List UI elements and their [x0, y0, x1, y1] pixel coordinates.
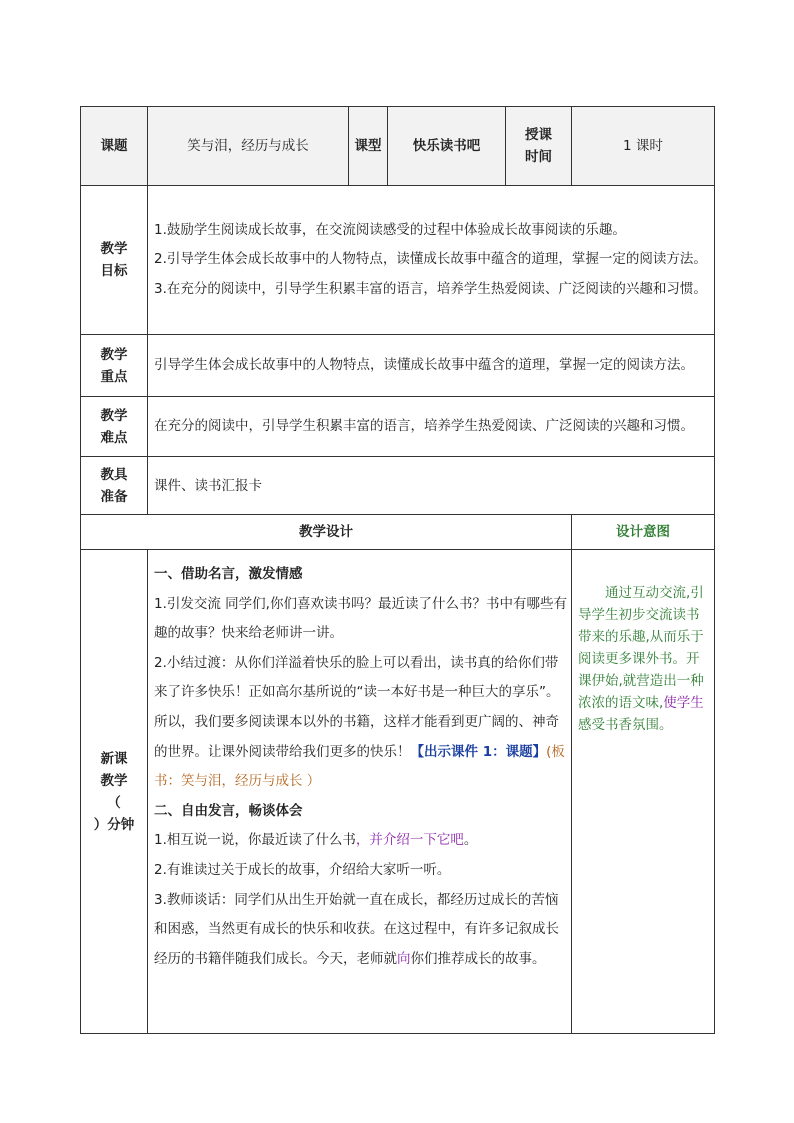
key-points-label-line2: 重点 — [100, 368, 128, 385]
highlight-text: ，并介绍一下它吧 — [355, 832, 464, 849]
new-lesson-content — [148, 550, 572, 1034]
intent-title: 设计意图 — [572, 515, 715, 550]
lesson-paragraph — [154, 826, 571, 856]
goal-item: 2.引导学生体会成长故事中的人物特点，读懂成长故事中蕴含的道理，掌握一定的阅读方法。 — [154, 251, 707, 268]
difficulties-label-line2: 难点 — [100, 429, 128, 446]
type-label: 课型 — [349, 107, 388, 186]
paragraph-text: 2.小结过渡：从你们洋溢着快乐的脸上可以看出，读书真的给你们带来了许多快乐！正如高尔基所说的“读一本好书是一种巨大的享乐”。所以，我们要多阅读课本以外的书籍，这样才能看到更广阔的、神奇的世界。让课外阅读带给我们更多的快乐！ — [154, 654, 560, 760]
difficulties-row — [81, 397, 715, 457]
header-row — [81, 107, 715, 186]
lesson-plan-table — [80, 106, 715, 1034]
new-lesson-row — [81, 550, 715, 1034]
key-points-row — [81, 335, 715, 397]
topic-label: 课题 — [81, 107, 148, 186]
materials-label-line2: 准备 — [100, 488, 128, 505]
time-label — [506, 107, 572, 186]
key-points-content: 引导学生体会成长故事中的人物特点，读懂成长故事中蕴含的道理，掌握一定的阅读方法。 — [148, 335, 715, 397]
intent-text: 通过互动交流,引导学生初步交流读书带来的乐趣,从而乐于阅读更多课外书。开课伊始,就营造出一种浓浓的语文味, — [578, 585, 704, 711]
materials-label — [81, 457, 148, 515]
materials-label-line1: 教具 — [100, 466, 128, 483]
goals-row — [81, 186, 715, 335]
paragraph-text: 1.相互说一说，你最近读了什么书 — [154, 832, 356, 849]
key-points-label — [81, 335, 148, 397]
topic-value: 笑与泪，经历与成长 — [148, 107, 349, 186]
key-points-label-line1: 教学 — [100, 346, 128, 363]
lesson-paragraph: 2.有谁读过关于成长的故事，介绍给大家听一听。 — [154, 861, 451, 878]
design-header-row — [81, 515, 715, 550]
courseware-note: 【出示课件 1：课题】 — [410, 743, 547, 760]
new-lesson-label-line3: （ — [107, 794, 121, 811]
goals-label — [81, 186, 148, 335]
new-lesson-label-line1: 新课 — [100, 750, 128, 767]
time-label-line2: 时间 — [525, 149, 552, 165]
intent-text: 感受书香氛围。 — [578, 717, 673, 733]
goal-item: 1.鼓励学生阅读成长故事，在交流阅读感受的过程中体验成长故事阅读的乐趣。 — [154, 221, 626, 238]
difficulties-content: 在充分的阅读中，引导学生积累丰富的语言，培养学生热爱阅读、广泛阅读的兴趣和习惯。 — [148, 397, 715, 457]
new-lesson-label-line2: 教学 — [100, 772, 128, 789]
lesson-paragraph — [154, 649, 571, 797]
lesson-paragraph: 1.引发交流 同学们,你们喜欢读书吗？最近读了什么书？书中有哪些有趣的故事？快来给老师讲一讲。 — [154, 595, 567, 642]
difficulties-label-line1: 教学 — [100, 407, 128, 424]
paragraph-text: 。 — [463, 832, 478, 849]
time-value: 1 课时 — [572, 107, 715, 186]
type-value: 快乐读书吧 — [388, 107, 506, 186]
new-lesson-label-line4: ）分钟 — [93, 816, 135, 833]
new-lesson-label — [81, 550, 148, 1034]
board-note: (板书：笑与泪，经历与成长 ） — [154, 743, 565, 790]
intent-content — [572, 550, 715, 1034]
difficulties-label — [81, 397, 148, 457]
goals-label-line1: 教学 — [100, 241, 128, 257]
section-title: 一、借助名言，激发情感 — [154, 566, 303, 582]
design-title: 教学设计 — [81, 515, 572, 550]
goals-label-line2: 目标 — [100, 263, 128, 279]
goals-content — [148, 186, 715, 335]
lesson-paragraph — [154, 886, 571, 975]
time-label-line1: 授课 — [525, 127, 552, 143]
materials-content: 课件、读书汇报卡 — [148, 457, 715, 515]
paragraph-text: 你们推荐成长的故事。 — [410, 950, 546, 967]
highlight-text: 向 — [397, 950, 411, 967]
intent-paragraph — [578, 582, 710, 736]
paragraph-text: 3.教师谈话：同学们从出生开始就一直在成长，都经历过成长的苦恼和困惑，当然更有成长的快乐和收获。在这过程中，有许多记叙成长经历的书籍伴随我们成长。今天，老师就 — [154, 891, 559, 967]
section-title: 二、自由发言，畅谈体会 — [154, 802, 303, 819]
intent-highlight: 使学生 — [663, 695, 704, 711]
goal-item: 3.在充分的阅读中，引导学生积累丰富的语言，培养学生热爱阅读、广泛阅读的兴趣和习惯。 — [154, 280, 707, 297]
materials-row — [81, 457, 715, 515]
